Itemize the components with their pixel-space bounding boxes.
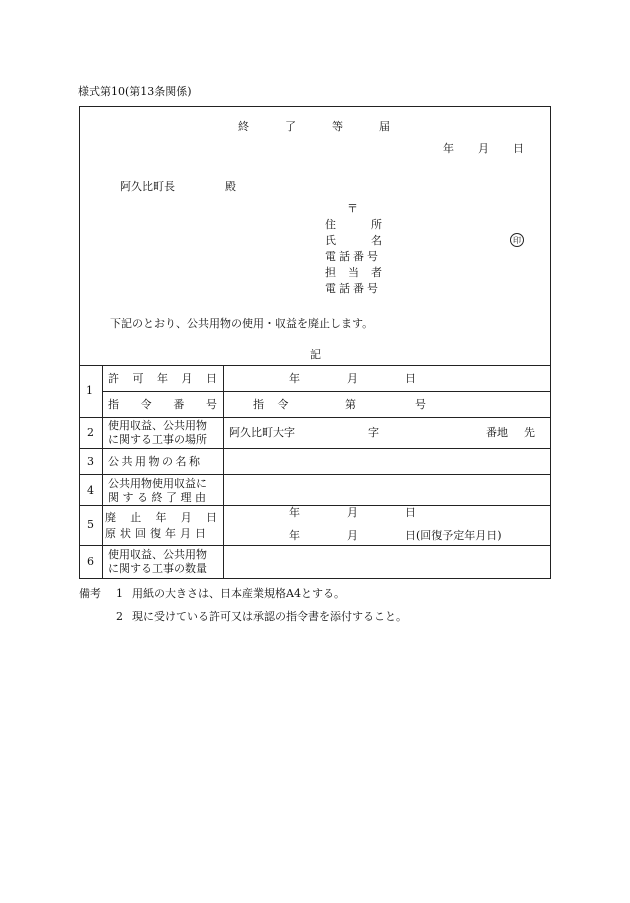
date-day: 日	[513, 142, 524, 155]
abolition-day: 日	[405, 506, 416, 519]
row-divider	[79, 545, 551, 546]
row2-number: 2	[87, 426, 94, 439]
restoration-day-note: 日(回復予定年月日)	[405, 529, 502, 542]
form-label: 様式第10(第13条関係)	[78, 85, 192, 98]
addressee-honorific: 殿	[225, 180, 236, 193]
row5-number: 5	[87, 518, 94, 531]
title-char: 終	[238, 120, 249, 133]
abolition-year: 年	[289, 506, 300, 519]
outer-border-right	[550, 106, 551, 579]
document-title	[238, 121, 390, 132]
row-divider	[79, 505, 551, 506]
title-char: 了	[285, 120, 296, 133]
address-label: 住 所	[325, 218, 382, 231]
number-column-divider	[102, 365, 103, 578]
row6-label-line1: 使用収益、公共用物	[108, 548, 207, 561]
restoration-year: 年	[289, 529, 300, 542]
place-saki: 先	[524, 426, 535, 439]
order-go: 号	[415, 398, 426, 411]
title-char: 等	[332, 120, 343, 133]
phone-label: 電話番号	[325, 250, 381, 263]
restoration-month: 月	[347, 529, 358, 542]
row1-divider	[102, 391, 551, 392]
permit-date-label: 許 可 年 月 日	[108, 372, 217, 385]
row3-number: 3	[87, 455, 94, 468]
statement: 下記のとおり、公共用物の使用・収益を廃止します。	[110, 317, 374, 330]
row4-label-line2: 関する終了理由	[108, 491, 210, 504]
table-border-top	[79, 365, 551, 366]
outer-border-left	[79, 106, 80, 579]
note-text: 現に受けている許可又は承認の指令書を添付すること。	[132, 610, 407, 623]
place-prefix: 阿久比町大字	[229, 426, 295, 439]
row6-number: 6	[87, 555, 94, 568]
permit-month: 月	[347, 372, 358, 385]
note-number: 2	[116, 610, 123, 623]
permit-day: 日	[405, 372, 416, 385]
name-label: 氏 名	[325, 234, 382, 247]
seal-mark-icon: 印	[510, 233, 524, 247]
place-aza: 字	[368, 426, 379, 439]
date-year: 年	[443, 142, 454, 155]
abolition-month: 月	[347, 506, 358, 519]
row4-number: 4	[87, 484, 94, 497]
note-number: 1	[116, 587, 123, 600]
order-shirei: 指 令	[253, 398, 289, 411]
place-banchi: 番地	[486, 426, 508, 439]
restoration-date-label: 原状回復年月日	[105, 527, 210, 540]
addressee-name: 阿久比町長	[120, 180, 175, 193]
row2-label-line2: に関する工事の場所	[108, 433, 207, 446]
title-char: 届	[379, 120, 390, 133]
permit-year: 年	[289, 372, 300, 385]
notes-heading: 備考	[79, 587, 101, 600]
contact-phone-label: 電話番号	[325, 282, 381, 295]
ki-heading: 記	[310, 348, 321, 361]
row4-label-line1: 公共用物使用収益に	[108, 477, 207, 490]
row-divider	[79, 474, 551, 475]
contact-person-label: 担 当 者	[325, 266, 382, 279]
date-month: 月	[478, 142, 489, 155]
row-divider	[79, 417, 551, 418]
outer-border-top	[79, 106, 551, 107]
row-divider	[79, 448, 551, 449]
note-text: 用紙の大きさは、日本産業規格A4とする。	[132, 587, 345, 600]
abolition-date-label: 廃 止 年 月 日	[105, 511, 217, 524]
row3-label: 公共用物の名称	[108, 455, 203, 468]
postal-mark: 〒	[347, 202, 358, 215]
label-column-divider	[223, 365, 224, 578]
row6-label-line2: に関する工事の数量	[108, 562, 207, 575]
row2-label-line1: 使用収益、公共用物	[108, 419, 207, 432]
order-number-label: 指 令 番 号	[108, 398, 217, 411]
row1-number: 1	[86, 384, 93, 397]
table-border-bottom	[79, 578, 551, 579]
order-dai: 第	[345, 398, 356, 411]
